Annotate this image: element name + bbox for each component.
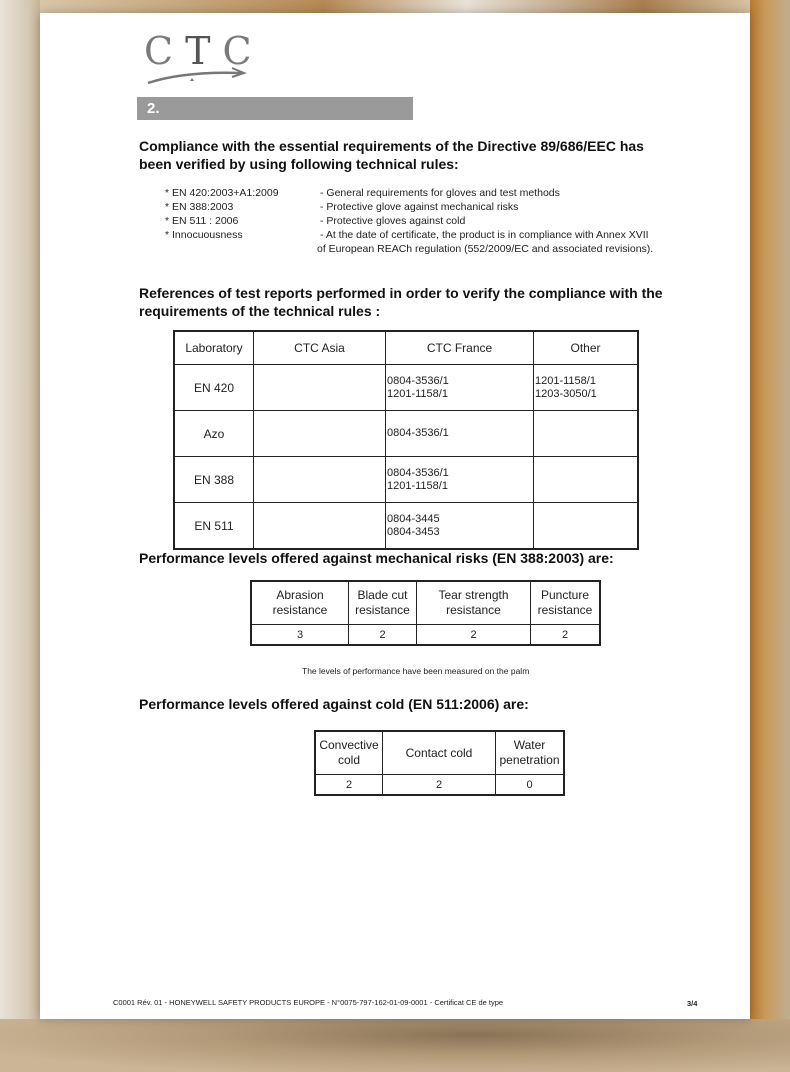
column-header: Other (534, 331, 639, 365)
other-cell: 1201-1158/1 1203-3050/1 (534, 365, 639, 411)
table-header-row (251, 581, 600, 625)
background-bottom (0, 1019, 790, 1072)
footer-text: C0001 Rév. 01 - HONEYWELL SAFETY PRODUCTS EUROPE - N°0075-797-162-01-09-0001 - Certificat CE de type (113, 998, 504, 1007)
column-header: Abrasion resistance (251, 581, 349, 625)
table-row (174, 457, 638, 503)
value-cell: 2 (315, 775, 383, 796)
table-row (174, 365, 638, 411)
table-header-row (174, 331, 638, 365)
ctc-france-cell: 0804-3536/1 1201-1158/1 (386, 365, 534, 411)
other-cell (534, 503, 639, 550)
table-row (174, 411, 638, 457)
logo-arrow-icon (144, 61, 254, 87)
cold-heading: Performance levels offered against cold (EN 511:2006) are: (139, 696, 529, 712)
column-header: Convective cold (315, 731, 383, 775)
background-right (750, 0, 790, 1072)
column-header: Contact cold (383, 731, 496, 775)
test-reports-table (173, 330, 639, 550)
ctc-logo (144, 29, 264, 91)
value-cell: 2 (383, 775, 496, 796)
other-cell (534, 411, 639, 457)
background-top (40, 0, 750, 13)
value-cell: 2 (349, 625, 417, 646)
table-row (315, 775, 564, 796)
column-header: Tear strength resistance (417, 581, 531, 625)
column-header: CTC Asia (254, 331, 386, 365)
other-cell (534, 457, 639, 503)
section-heading (137, 97, 413, 140)
row-label: EN 511 (174, 503, 254, 550)
value-cell: 2 (417, 625, 531, 646)
section-number: 2. (147, 100, 160, 117)
references-heading: References of test reports performed in order to verify the compliance with the requirements of the technical rules : (139, 285, 663, 319)
table-row (174, 503, 638, 550)
ctc-asia-cell (254, 365, 386, 411)
rule-continuation: of European REACh regulation (552/2009/EC and associated revisions). (317, 243, 654, 255)
mechanical-heading: Performance levels offered against mechanical risks (EN 388:2003) are: (139, 550, 614, 566)
logo-text: CTC (144, 29, 264, 73)
value-cell: 2 (531, 625, 601, 646)
column-header: CTC France (386, 331, 534, 365)
row-label: Azo (174, 411, 254, 457)
value-cell: 3 (251, 625, 349, 646)
column-header: Laboratory (174, 331, 254, 365)
table-row (251, 625, 600, 646)
palm-note: The levels of performance have been measured on the palm (302, 666, 530, 676)
table-header-row (315, 731, 564, 775)
ctc-asia-cell (254, 411, 386, 457)
ctc-france-cell: 0804-3536/1 1201-1158/1 (386, 457, 534, 503)
section-title: PROTECTION SCOPE (150, 123, 306, 140)
column-header: Water penetration (496, 731, 565, 775)
ctc-france-cell: 0804-3536/1 (386, 411, 534, 457)
cold-levels-table (314, 730, 565, 796)
document-page: CTC 2. PROTECTION SCOPE Compliance with the essential requirements of the Directive 89/686/EEC has been verified by using following technical rules: * EN 420:2003+A1:2009 - General requirements for gloves and test methods * EN 388:2003 - Protective glove against mechanical risks * EN 511 : 2006 - Protective gloves against cold * Innocuousness - At the date of certificate, the product is in compliance with Annex XVII of European REACh regulation (552/2009/EC and associated revisions). References of test reports performed in order to verify the compliance with the requirements of the technical rules : Laboratory CTC Asia CTC France Other EN 420 0804-3536/1 1201-1158/1 1201-1158/1 1203-3050/1 Azo 0804-3536/1 EN 388 0804-3536/1 1201-1158/1 EN 511 0804-3445 0804-3453 Performance levels offered against mechanical risks (EN 388:2003) are: Abrasion resistance Blade cut resistance Tear strength resistance Puncture resistance 3 2 2 2 The levels of performance have been measured on the palm Performance levels offered against cold (EN 511:2006) are: Convective cold Contact cold Water penetration 2 2 0 C0001 Rév. 01 - HONEYWELL SAFETY PRODUCTS EUROPE - N°0075-797-162-01-09-0001 - Certificat CE de type 3/4 (40, 13, 750, 1019)
background-left (0, 0, 40, 1072)
column-header: Blade cut resistance (349, 581, 417, 625)
row-label: EN 388 (174, 457, 254, 503)
value-cell: 0 (496, 775, 565, 796)
ctc-asia-cell (254, 503, 386, 550)
page-number: 3/4 (687, 999, 698, 1008)
row-label: EN 420 (174, 365, 254, 411)
ctc-asia-cell (254, 457, 386, 503)
mechanical-levels-table (250, 580, 601, 646)
compliance-heading: Compliance with the essential requirements of the Directive 89/686/EEC has been verified by using following technical rules: (139, 138, 644, 172)
column-header: Puncture resistance (531, 581, 601, 625)
ctc-france-cell: 0804-3445 0804-3453 (386, 503, 534, 550)
